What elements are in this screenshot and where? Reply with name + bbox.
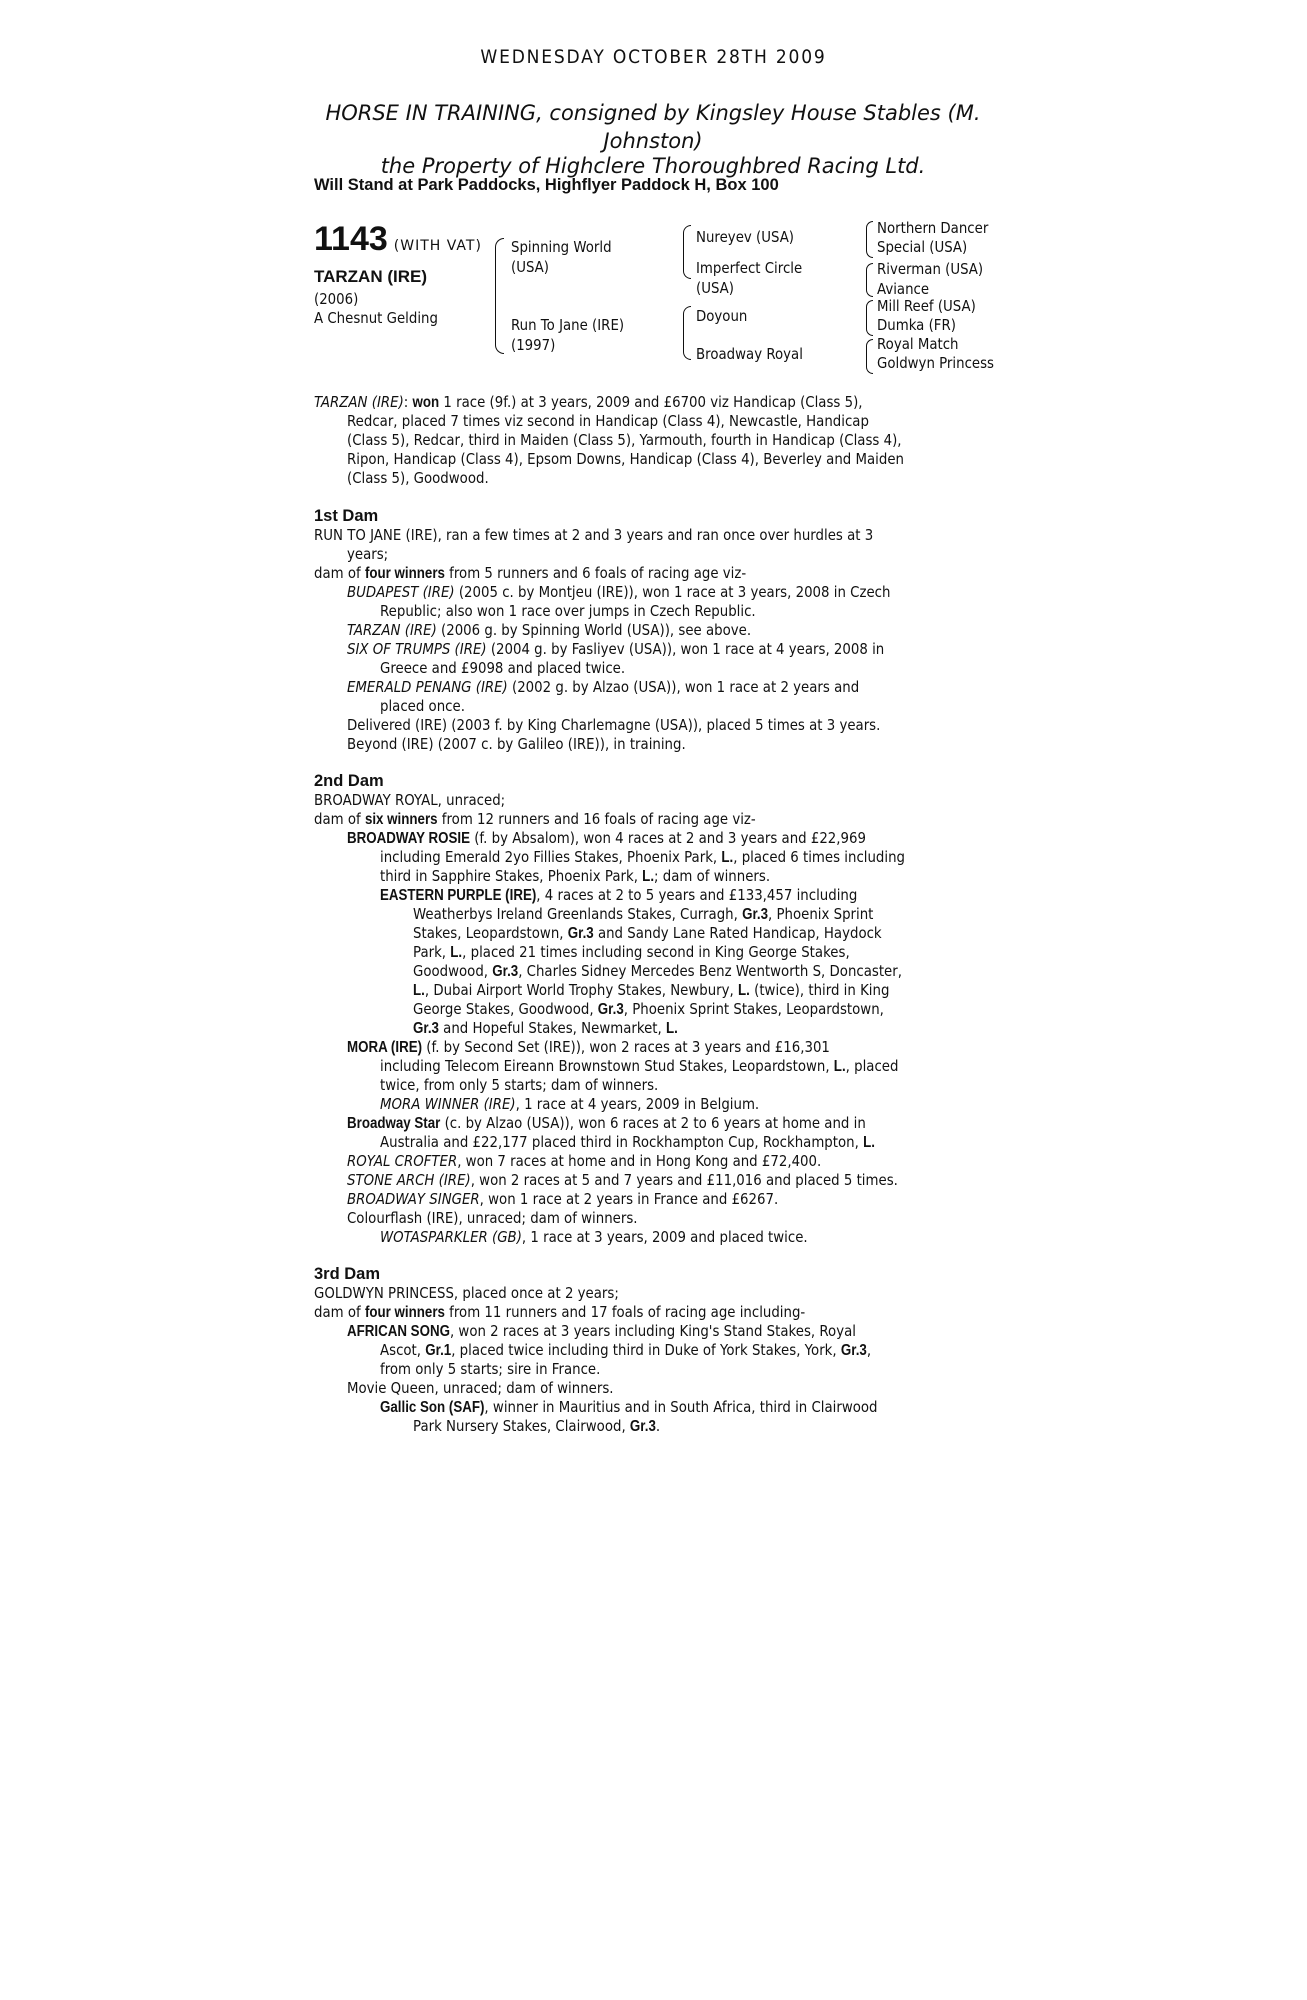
pedigree-brace-dam	[683, 306, 691, 360]
first-dam-line-1: RUN TO JANE (IRE), ran a few times at 2 and 3 years and ran once over hurdles at 3	[314, 526, 874, 544]
great-grandsire-3: Mill Reef (USA)	[877, 297, 976, 315]
progeny-emerald-penang: EMERALD PENANG (IRE) (2002 g. by Alzao (USA)), won 1 race at 2 years and	[347, 678, 860, 696]
third-dam-heading: 3rd Dam	[314, 1265, 381, 1283]
pedigree-brace-g1	[866, 221, 873, 258]
dam-year: (1997)	[511, 336, 556, 354]
great-granddam-2: Aviance	[877, 280, 930, 298]
progeny-movie-queen: Movie Queen, unraced; dam of winners.	[347, 1379, 614, 1397]
progeny-broadway-rosie-2: including Emerald 2yo Fillies Stakes, Phoenix Park, L., placed 6 times including	[380, 848, 906, 866]
grandprogeny-gallic-son: Gallic Son (SAF), winner in Mauritius and in South Africa, third in Clairwood	[380, 1398, 878, 1416]
progeny-stone-arch: STONE ARCH (IRE), won 2 races at 5 and 7 years and £11,016 and placed 5 times.	[347, 1171, 898, 1189]
progeny-royal-crofter: ROYAL CROFTER, won 7 races at home and in Hong Kong and £72,400.	[347, 1152, 822, 1170]
pedigree-brace-sire	[683, 225, 691, 279]
great-granddam-3: Dumka (FR)	[877, 316, 956, 334]
progeny-broadway-singer: BROADWAY SINGER, won 1 race at 2 years in France and £6267.	[347, 1190, 779, 1208]
progeny-broadway-rosie: BROADWAY ROSIE (f. by Absalom), won 4 races at 2 and 3 years and £22,969	[347, 829, 866, 847]
race-record-line-5: (Class 5), Goodwood.	[347, 469, 489, 487]
sire-origin: (USA)	[511, 258, 549, 276]
sire-dam-origin: (USA)	[696, 279, 734, 297]
grandprogeny-eastern-purple: EASTERN PURPLE (IRE), 4 races at 2 to 5 years and £133,457 including	[380, 886, 858, 904]
pedigree-brace-g2	[866, 263, 873, 297]
progeny-budapest-cont: Republic; also won 1 race over jumps in Czech Republic.	[380, 602, 756, 620]
second-dam-heading: 2nd Dam	[314, 772, 384, 790]
race-record-line-3: (Class 5), Redcar, third in Maiden (Class 5), Yarmouth, fourth in Handicap (Class 4),	[347, 431, 902, 449]
race-record-line-2: Redcar, placed 7 times viz second in Handicap (Class 4), Newcastle, Handicap	[347, 412, 869, 430]
progeny-mora-3: twice, from only 5 starts; dam of winners.	[380, 1076, 659, 1094]
eastern-purple-7: George Stakes, Goodwood, Gr.3, Phoenix Sprint Stakes, Leopardstown,	[413, 1000, 884, 1018]
lot-number: 1143	[314, 220, 388, 258]
sale-date: WEDNESDAY OCTOBER 28TH 2009	[480, 46, 827, 68]
progeny-six-of-trumps-cont: Greece and £9098 and placed twice.	[380, 659, 626, 677]
progeny-broadway-rosie-3: third in Sapphire Stakes, Phoenix Park, L.; dam of winners.	[380, 867, 771, 885]
grandprogeny-gallic-son-2: Park Nursery Stakes, Clairwood, Gr.3.	[413, 1417, 661, 1435]
progeny-mora-2: including Telecom Eireann Brownstown Stud Stakes, Leopardstown, L., placed	[380, 1057, 899, 1075]
pedigree-brace-g4	[866, 339, 873, 374]
progeny-african-song-2: Ascot, Gr.1, placed twice including third in Duke of York Stakes, York, Gr.3,	[380, 1341, 872, 1359]
sire-dam: Imperfect Circle	[696, 259, 803, 277]
pedigree-brace-main	[495, 238, 504, 354]
second-dam-line-1: BROADWAY ROYAL, unraced;	[314, 791, 506, 809]
horse-name: TARZAN (IRE)	[314, 267, 427, 286]
progeny-budapest: BUDAPEST (IRE) (2005 c. by Montjeu (IRE)), won 1 race at 3 years, 2008 in Czech	[347, 583, 891, 601]
progeny-tarzan: TARZAN (IRE) (2006 g. by Spinning World (USA)), see above.	[347, 621, 752, 639]
consignment-line-1: HORSE IN TRAINING, consigned by Kingsley House Stables (M.	[325, 101, 981, 125]
progeny-african-song: AFRICAN SONG, won 2 races at 3 years including King's Stand Stakes, Royal	[347, 1322, 856, 1340]
progeny-emerald-penang-cont: placed once.	[380, 697, 465, 715]
eastern-purple-4: Park, L., placed 21 times including second in King George Stakes,	[413, 943, 850, 961]
progeny-african-song-3: from only 5 starts; sire in France.	[380, 1360, 601, 1378]
eastern-purple-8: Gr.3 and Hopeful Stakes, Newmarket, L.	[413, 1019, 678, 1037]
progeny-delivered: Delivered (IRE) (2003 f. by King Charlemagne (USA)), placed 5 times at 3 years.	[347, 716, 881, 734]
progeny-broadway-star-2: Australia and £22,177 placed third in Rockhampton Cup, Rockhampton, L.	[380, 1133, 875, 1151]
progeny-broadway-star: Broadway Star (c. by Alzao (USA)), won 6 races at 2 to 6 years at home and in	[347, 1114, 866, 1132]
grandprogeny-mora-winner: MORA WINNER (IRE), 1 race at 4 years, 2009 in Belgium.	[380, 1095, 760, 1113]
horse-foaling-year: (2006)	[314, 290, 359, 308]
sire-sire: Nureyev (USA)	[696, 228, 795, 246]
progeny-beyond: Beyond (IRE) (2007 c. by Galileo (IRE)), in training.	[347, 735, 686, 753]
dam-dam: Broadway Royal	[696, 345, 803, 363]
second-dam-summary: dam of six winners from 12 runners and 16 foals of racing age viz-	[314, 810, 756, 828]
great-grandsire-2: Riverman (USA)	[877, 260, 984, 278]
eastern-purple-6: L., Dubai Airport World Trophy Stakes, Newbury, L. (twice), third in King	[413, 981, 890, 999]
dam-sire: Doyoun	[696, 307, 748, 325]
sire-name: Spinning World	[511, 238, 612, 256]
vat-label: (WITH VAT)	[393, 238, 482, 254]
race-record-line-4: Ripon, Handicap (Class 4), Epsom Downs, Handicap (Class 4), Beverley and Maiden	[347, 450, 904, 468]
great-granddam-4: Goldwyn Princess	[877, 354, 994, 372]
consignment-line-2: Johnston)	[603, 129, 703, 153]
dam-name: Run To Jane (IRE)	[511, 316, 625, 334]
grandprogeny-wotasparkler: WOTASPARKLER (GB), 1 race at 3 years, 2009 and placed twice.	[380, 1228, 808, 1246]
third-dam-line-1: GOLDWYN PRINCESS, placed once at 2 years;	[314, 1284, 619, 1302]
great-grandsire-1: Northern Dancer	[877, 219, 989, 237]
eastern-purple-3: Stakes, Leopardstown, Gr.3 and Sandy Lane Rated Handicap, Haydock	[413, 924, 882, 942]
race-record-line-1: TARZAN (IRE): won 1 race (9f.) at 3 years, 2009 and £6700 viz Handicap (Class 5),	[314, 393, 863, 411]
lot-number-block	[314, 220, 482, 259]
great-granddam-1: Special (USA)	[877, 238, 968, 256]
great-grandsire-4: Royal Match	[877, 335, 959, 353]
eastern-purple-5: Goodwood, Gr.3, Charles Sidney Mercedes Benz Wentworth S, Doncaster,	[413, 962, 902, 980]
horse-description: A Chesnut Gelding	[314, 309, 438, 327]
progeny-mora: MORA (IRE) (f. by Second Set (IRE)), won 2 races at 3 years and £16,301	[347, 1038, 830, 1056]
first-dam-line-2: years;	[347, 545, 389, 563]
first-dam-heading: 1st Dam	[314, 507, 379, 525]
progeny-colourflash: Colourflash (IRE), unraced; dam of winners.	[347, 1209, 638, 1227]
eastern-purple-2: Weatherbys Ireland Greenlands Stakes, Curragh, Gr.3, Phoenix Sprint	[413, 905, 874, 923]
property-line: the Property of Highclere Thoroughbred Racing Ltd.	[380, 154, 926, 178]
stand-location: Will Stand at Park Paddocks, Highflyer Paddock H, Box 100	[314, 176, 779, 194]
first-dam-summary: dam of four winners from 5 runners and 6 foals of racing age viz-	[314, 564, 747, 582]
third-dam-summary: dam of four winners from 11 runners and 17 foals of racing age including-	[314, 1303, 806, 1321]
pedigree-brace-g3	[866, 300, 873, 336]
progeny-six-of-trumps: SIX OF TRUMPS (IRE) (2004 g. by Fasliyev (USA)), won 1 race at 4 years, 2008 in	[347, 640, 885, 658]
